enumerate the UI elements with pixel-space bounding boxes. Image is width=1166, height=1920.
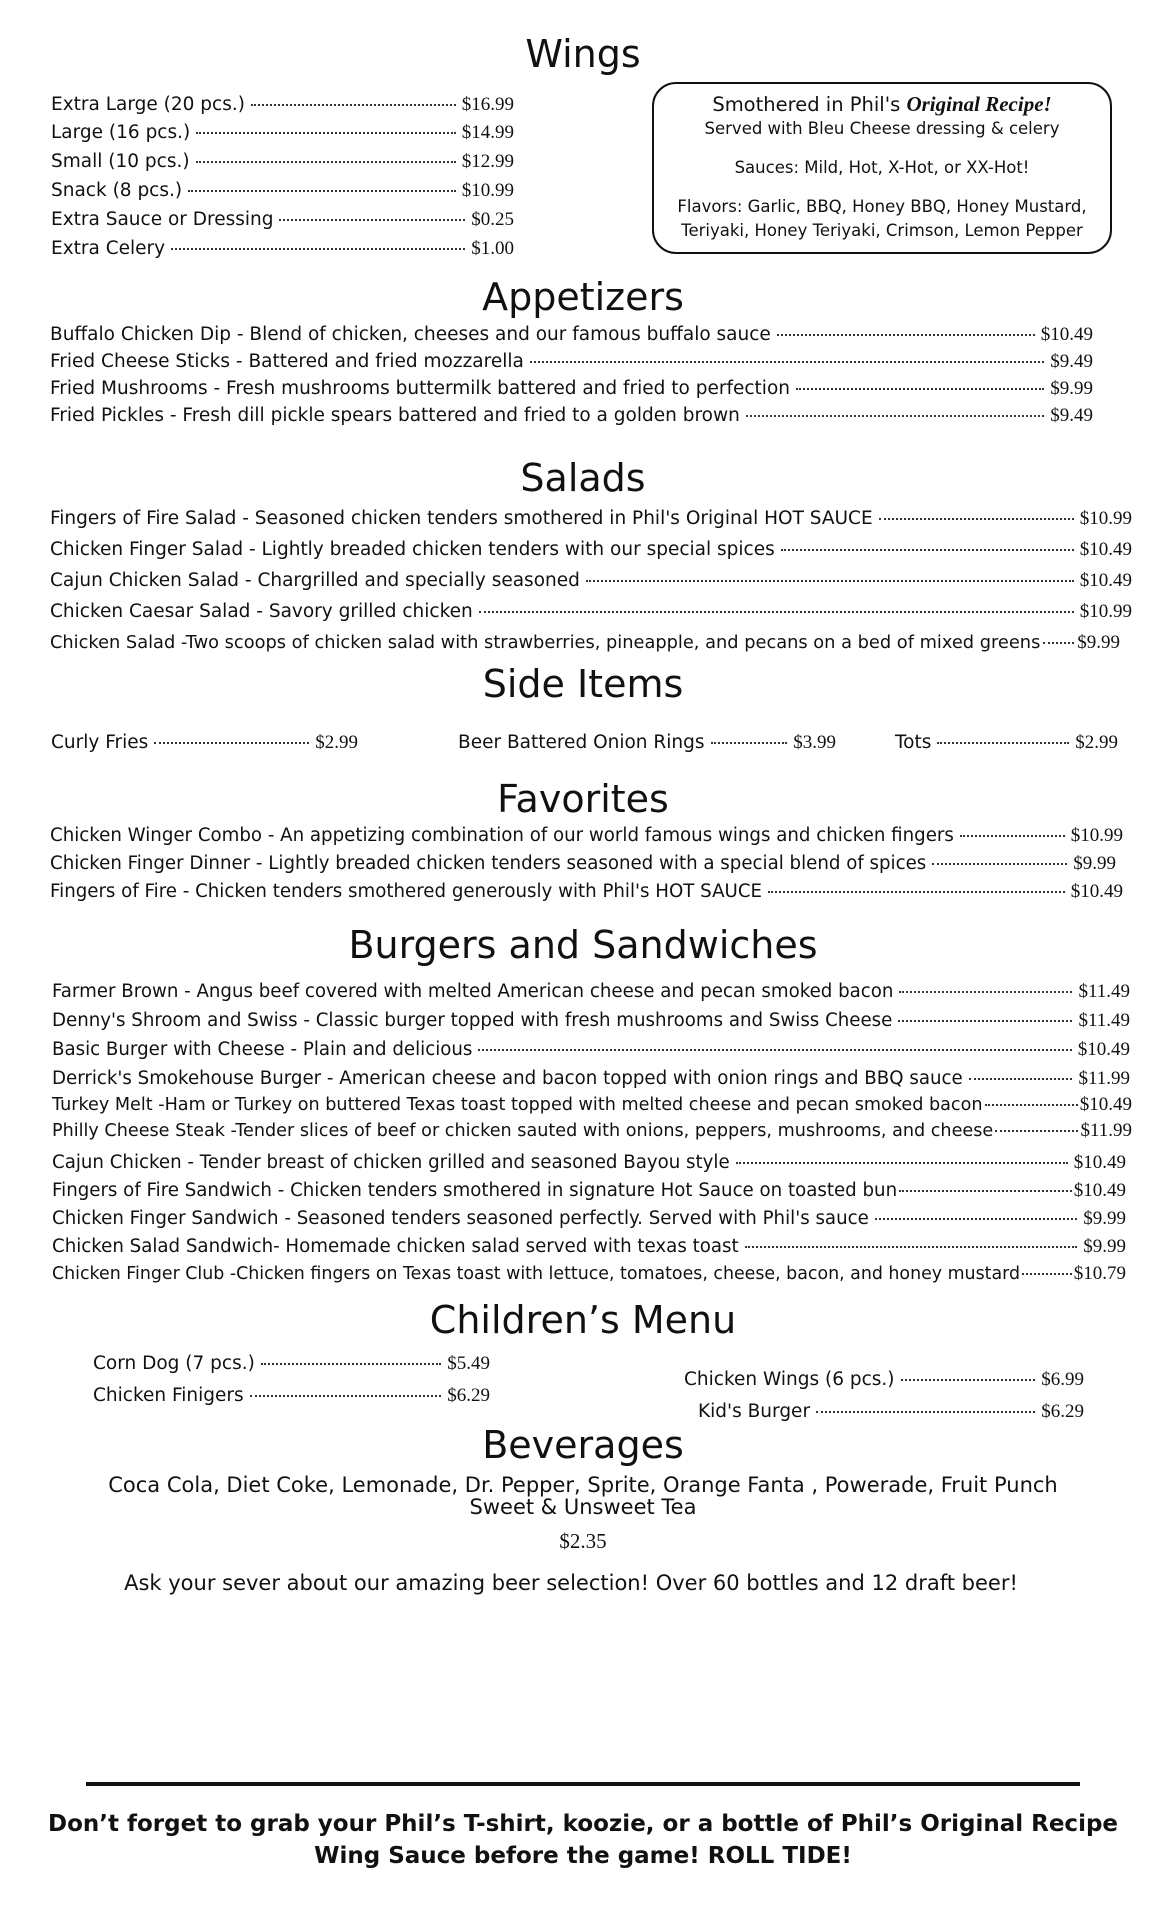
leader-dots: [816, 1411, 1035, 1413]
leader-dots: [746, 415, 1044, 417]
item-price: $6.29: [1041, 1401, 1084, 1422]
leader-dots: [586, 580, 1074, 582]
menu-item: [51, 180, 514, 202]
footer-line2: Wing Sauce before the game! ROLL TIDE!: [314, 1843, 852, 1869]
item-price: $10.99: [1070, 825, 1123, 846]
salads-heading: Salads: [520, 456, 646, 500]
item-price: $10.49: [1079, 1094, 1132, 1115]
leader-dots: [154, 742, 309, 744]
item-name: Fingers of Fire Sandwich - Chicken tenders smothered in signature Hot Sauce on toasted bun: [52, 1180, 898, 1201]
leader-dots: [745, 1246, 1078, 1248]
item-price: $16.99: [461, 94, 514, 115]
item-name: Snack (8 pcs.): [51, 180, 183, 201]
leader-dots: [1022, 1273, 1072, 1275]
item-price: $10.99: [461, 180, 514, 201]
item-price: $9.99: [1073, 853, 1116, 874]
leader-dots: [796, 388, 1044, 390]
menu-item: [50, 405, 1093, 427]
item-price: $10.49: [1073, 1152, 1126, 1173]
leader-dots: [898, 1020, 1072, 1022]
item-name: Fingers of Fire Salad - Seasoned chicken tenders smothered in Phil's Original HOT SAUCE: [50, 508, 873, 529]
leader-dots: [960, 835, 1065, 837]
beer-note: Ask your sever about our amazing beer selection! Over 60 bottles and 12 draft beer!: [124, 1571, 1018, 1595]
beverages-heading: Beverages: [482, 1423, 684, 1467]
menu-item: [52, 1208, 1126, 1230]
item-name: Chicken Salad Sandwich- Homemade chicken salad served with texas toast: [52, 1236, 739, 1257]
item-price: $11.99: [1078, 1068, 1130, 1089]
menu-item: [52, 1180, 1126, 1202]
menu-item: [698, 1401, 1084, 1423]
menu-item: [52, 1263, 1126, 1285]
menu-item: [51, 238, 514, 260]
menu-item: [895, 732, 1118, 754]
item-name: Buffalo Chicken Dip - Blend of chicken, cheeses and our famous buffalo sauce: [50, 324, 771, 345]
item-price: $2.99: [1075, 732, 1118, 753]
leader-dots: [251, 104, 456, 106]
item-name: Extra Large (20 pcs.): [51, 94, 245, 115]
menu-item: [93, 1353, 490, 1375]
leader-dots: [879, 518, 1074, 520]
beverage-list-line2: Sweet & Unsweet Tea: [469, 1495, 697, 1519]
leader-dots: [937, 742, 1069, 744]
item-name: Chicken Caesar Salad - Savory grilled chicken: [50, 601, 473, 622]
leader-dots: [899, 991, 1072, 993]
item-price: $11.49: [1078, 981, 1130, 1002]
menu-item: [52, 1120, 1132, 1142]
menu-item: [52, 1068, 1130, 1090]
item-name: Turkey Melt -Ham or Turkey on buttered Texas toast topped with melted cheese and pecan smoked bacon: [52, 1095, 983, 1115]
item-price: $10.79: [1073, 1263, 1126, 1284]
favorites-heading: Favorites: [497, 777, 669, 821]
item-price: $10.49: [1079, 570, 1132, 591]
item-price: $9.99: [1083, 1236, 1126, 1257]
leader-dots: [875, 1218, 1077, 1220]
appetizers-heading: Appetizers: [482, 275, 684, 319]
menu-item: [51, 122, 514, 144]
item-name: Chicken Wings (6 pcs.): [684, 1369, 895, 1390]
burgers-heading: Burgers and Sandwiches: [348, 923, 818, 967]
menu-item: [458, 732, 836, 754]
item-price: $10.99: [1079, 508, 1132, 529]
leader-dots: [985, 1104, 1078, 1106]
item-price: $12.99: [461, 151, 514, 172]
leader-dots: [478, 1049, 1071, 1051]
leader-dots: [901, 1379, 1036, 1381]
item-price: $9.99: [1050, 378, 1093, 399]
menu-item: [52, 1236, 1126, 1258]
box-flavors-line2: Teriyaki, Honey Teriyaki, Crimson, Lemon Pepper: [681, 221, 1083, 240]
item-name: Derrick's Smokehouse Burger - American cheese and bacon topped with onion rings and BBQ sauce: [52, 1068, 963, 1089]
leader-dots: [736, 1162, 1068, 1164]
item-price: $9.99: [1083, 1208, 1126, 1229]
item-price: $6.99: [1041, 1369, 1084, 1390]
side-items-heading: Side Items: [482, 662, 684, 706]
leader-dots: [196, 132, 456, 134]
leader-dots: [250, 1395, 442, 1397]
item-price: $9.49: [1050, 351, 1093, 372]
item-name: Cajun Chicken - Tender breast of chicken grilled and seasoned Bayou style: [52, 1152, 730, 1173]
menu-item: [52, 1094, 1132, 1116]
menu-item: [52, 1039, 1130, 1061]
leader-dots: [777, 334, 1035, 336]
menu-item: [50, 853, 1116, 875]
leader-dots: [279, 219, 465, 221]
menu-item: [50, 378, 1093, 400]
menu-item: [52, 1010, 1130, 1032]
item-name: Extra Celery: [51, 238, 166, 259]
item-price: $10.49: [1079, 539, 1132, 560]
footer-promo: [0, 1808, 1166, 1872]
menu-item: [52, 981, 1130, 1003]
leader-dots: [1043, 642, 1074, 644]
menu-item: [50, 825, 1123, 847]
leader-dots: [711, 742, 788, 744]
item-name: Chicken Finger Salad - Lightly breaded chicken tenders with our special spices: [50, 539, 775, 560]
item-name: Chicken Finigers: [93, 1385, 244, 1406]
item-price: $9.49: [1050, 405, 1093, 426]
beverage-price: $2.35: [559, 1529, 607, 1553]
item-name: Chicken Finger Sandwich - Seasoned tenders seasoned perfectly. Served with Phil's sauce: [52, 1208, 869, 1229]
item-name: Beer Battered Onion Rings: [458, 732, 705, 753]
menu-item: [52, 1152, 1126, 1174]
menu-item: [50, 881, 1123, 903]
menu-item: [51, 732, 358, 754]
item-price: $2.99: [315, 732, 358, 753]
box-line1-prefix: Smothered in Phil's: [712, 93, 907, 116]
box-line1: [654, 92, 1110, 117]
item-name: Small (10 pcs.): [51, 151, 190, 172]
item-price: $5.49: [447, 1353, 490, 1374]
menu-item: [50, 570, 1132, 592]
item-name: Chicken Salad -Two scoops of chicken salad with strawberries, pineapple, and pecans on a bed of mixed greens: [50, 632, 1041, 653]
item-price: $1.00: [471, 238, 514, 259]
menu-item: [50, 508, 1132, 530]
leader-dots: [261, 1363, 441, 1365]
item-price: $11.49: [1078, 1010, 1130, 1031]
item-name: Fried Pickles - Fresh dill pickle spears battered and fried to a golden brown: [50, 405, 740, 426]
box-sauces: Sauces: Mild, Hot, X-Hot, or XX-Hot!: [734, 158, 1030, 177]
leader-dots: [969, 1078, 1073, 1080]
item-name: Tots: [895, 732, 932, 753]
leader-dots: [479, 611, 1074, 613]
item-name: Chicken Finger Dinner - Lightly breaded chicken tenders seasoned with a special blend of spices: [50, 853, 927, 874]
item-price: $10.49: [1077, 1039, 1130, 1060]
item-name: Fried Cheese Sticks - Battered and fried mozzarella: [50, 351, 524, 372]
item-name: Curly Fries: [51, 732, 149, 753]
item-price: $10.49: [1070, 881, 1123, 902]
leader-dots: [530, 361, 1044, 363]
item-price: $0.25: [471, 209, 514, 230]
item-name: Kid's Burger: [698, 1401, 811, 1422]
menu-item: [93, 1385, 490, 1407]
item-name: Cajun Chicken Salad - Chargrilled and specially seasoned: [50, 570, 580, 591]
item-price: $9.99: [1077, 632, 1120, 653]
leader-dots: [781, 549, 1074, 551]
menu-item: [51, 94, 514, 116]
item-price: $3.99: [793, 732, 836, 753]
box-served-with: Served with Bleu Cheese dressing & celery: [704, 119, 1060, 138]
item-price: $10.49: [1073, 1180, 1126, 1201]
leader-dots: [196, 161, 456, 163]
menu-item: [50, 351, 1093, 373]
leader-dots: [171, 248, 465, 250]
menu-item: [50, 539, 1132, 561]
item-name: Farmer Brown - Angus beef covered with melted American cheese and pecan smoked bacon: [52, 981, 894, 1002]
box-flavors-line1: Flavors: Garlic, BBQ, Honey BBQ, Honey Mustard,: [677, 197, 1087, 216]
item-name: Philly Cheese Steak -Tender slices of beef or chicken sauted with onions, peppers, mushrooms, and cheese: [52, 1121, 994, 1141]
leader-dots: [188, 190, 456, 192]
leader-dots: [932, 863, 1067, 865]
item-price: $10.49: [1040, 324, 1093, 345]
beverage-list: [0, 1474, 1166, 1518]
menu-item: [50, 632, 1120, 654]
beverage-list-line1: Coca Cola, Diet Coke, Lemonade, Dr. Pepper, Sprite, Orange Fanta , Powerade, Fruit Punch: [108, 1473, 1058, 1497]
item-name: Extra Sauce or Dressing: [51, 209, 274, 230]
item-name: Large (16 pcs.): [51, 122, 191, 143]
leader-dots: [899, 1190, 1072, 1192]
footer-line1: Don’t forget to grab your Phil’s T-shirt, koozie, or a bottle of Phil’s Original Recipe: [47, 1811, 1119, 1837]
original-recipe-emphasis: Original Recipe!: [906, 92, 1052, 116]
item-name: Chicken Winger Combo - An appetizing combination of our world famous wings and chicken fingers: [50, 825, 954, 846]
item-name: Fingers of Fire - Chicken tenders smothered generously with Phil's HOT SAUCE: [50, 881, 763, 902]
leader-dots: [995, 1130, 1078, 1132]
item-price: $10.99: [1079, 601, 1132, 622]
menu-item: [51, 209, 514, 231]
item-name: Basic Burger with Cheese - Plain and delicious: [52, 1039, 473, 1060]
item-name: Denny's Shroom and Swiss - Classic burger topped with fresh mushrooms and Swiss Cheese: [52, 1010, 893, 1031]
item-name: Corn Dog (7 pcs.): [93, 1353, 255, 1374]
item-name: Chicken Finger Club -Chicken fingers on Texas toast with lettuce, tomatoes, cheese, bacon, and honey mustard: [52, 1264, 1020, 1284]
item-price: $11.99: [1080, 1120, 1132, 1141]
menu-item: [50, 601, 1132, 623]
divider-rule: [86, 1782, 1080, 1786]
item-price: $14.99: [461, 122, 514, 143]
wings-heading: Wings: [525, 32, 641, 76]
item-name: Fried Mushrooms - Fresh mushrooms buttermilk battered and fried to perfection: [50, 378, 790, 399]
menu-item: [50, 324, 1093, 346]
menu-item: [684, 1369, 1084, 1391]
wings-info-box: [652, 82, 1112, 254]
menu-item: [51, 151, 514, 173]
item-price: $6.29: [447, 1385, 490, 1406]
childrens-menu-heading: Children’s Menu: [429, 1298, 737, 1342]
box-flavors: [654, 195, 1110, 243]
leader-dots: [768, 891, 1065, 893]
